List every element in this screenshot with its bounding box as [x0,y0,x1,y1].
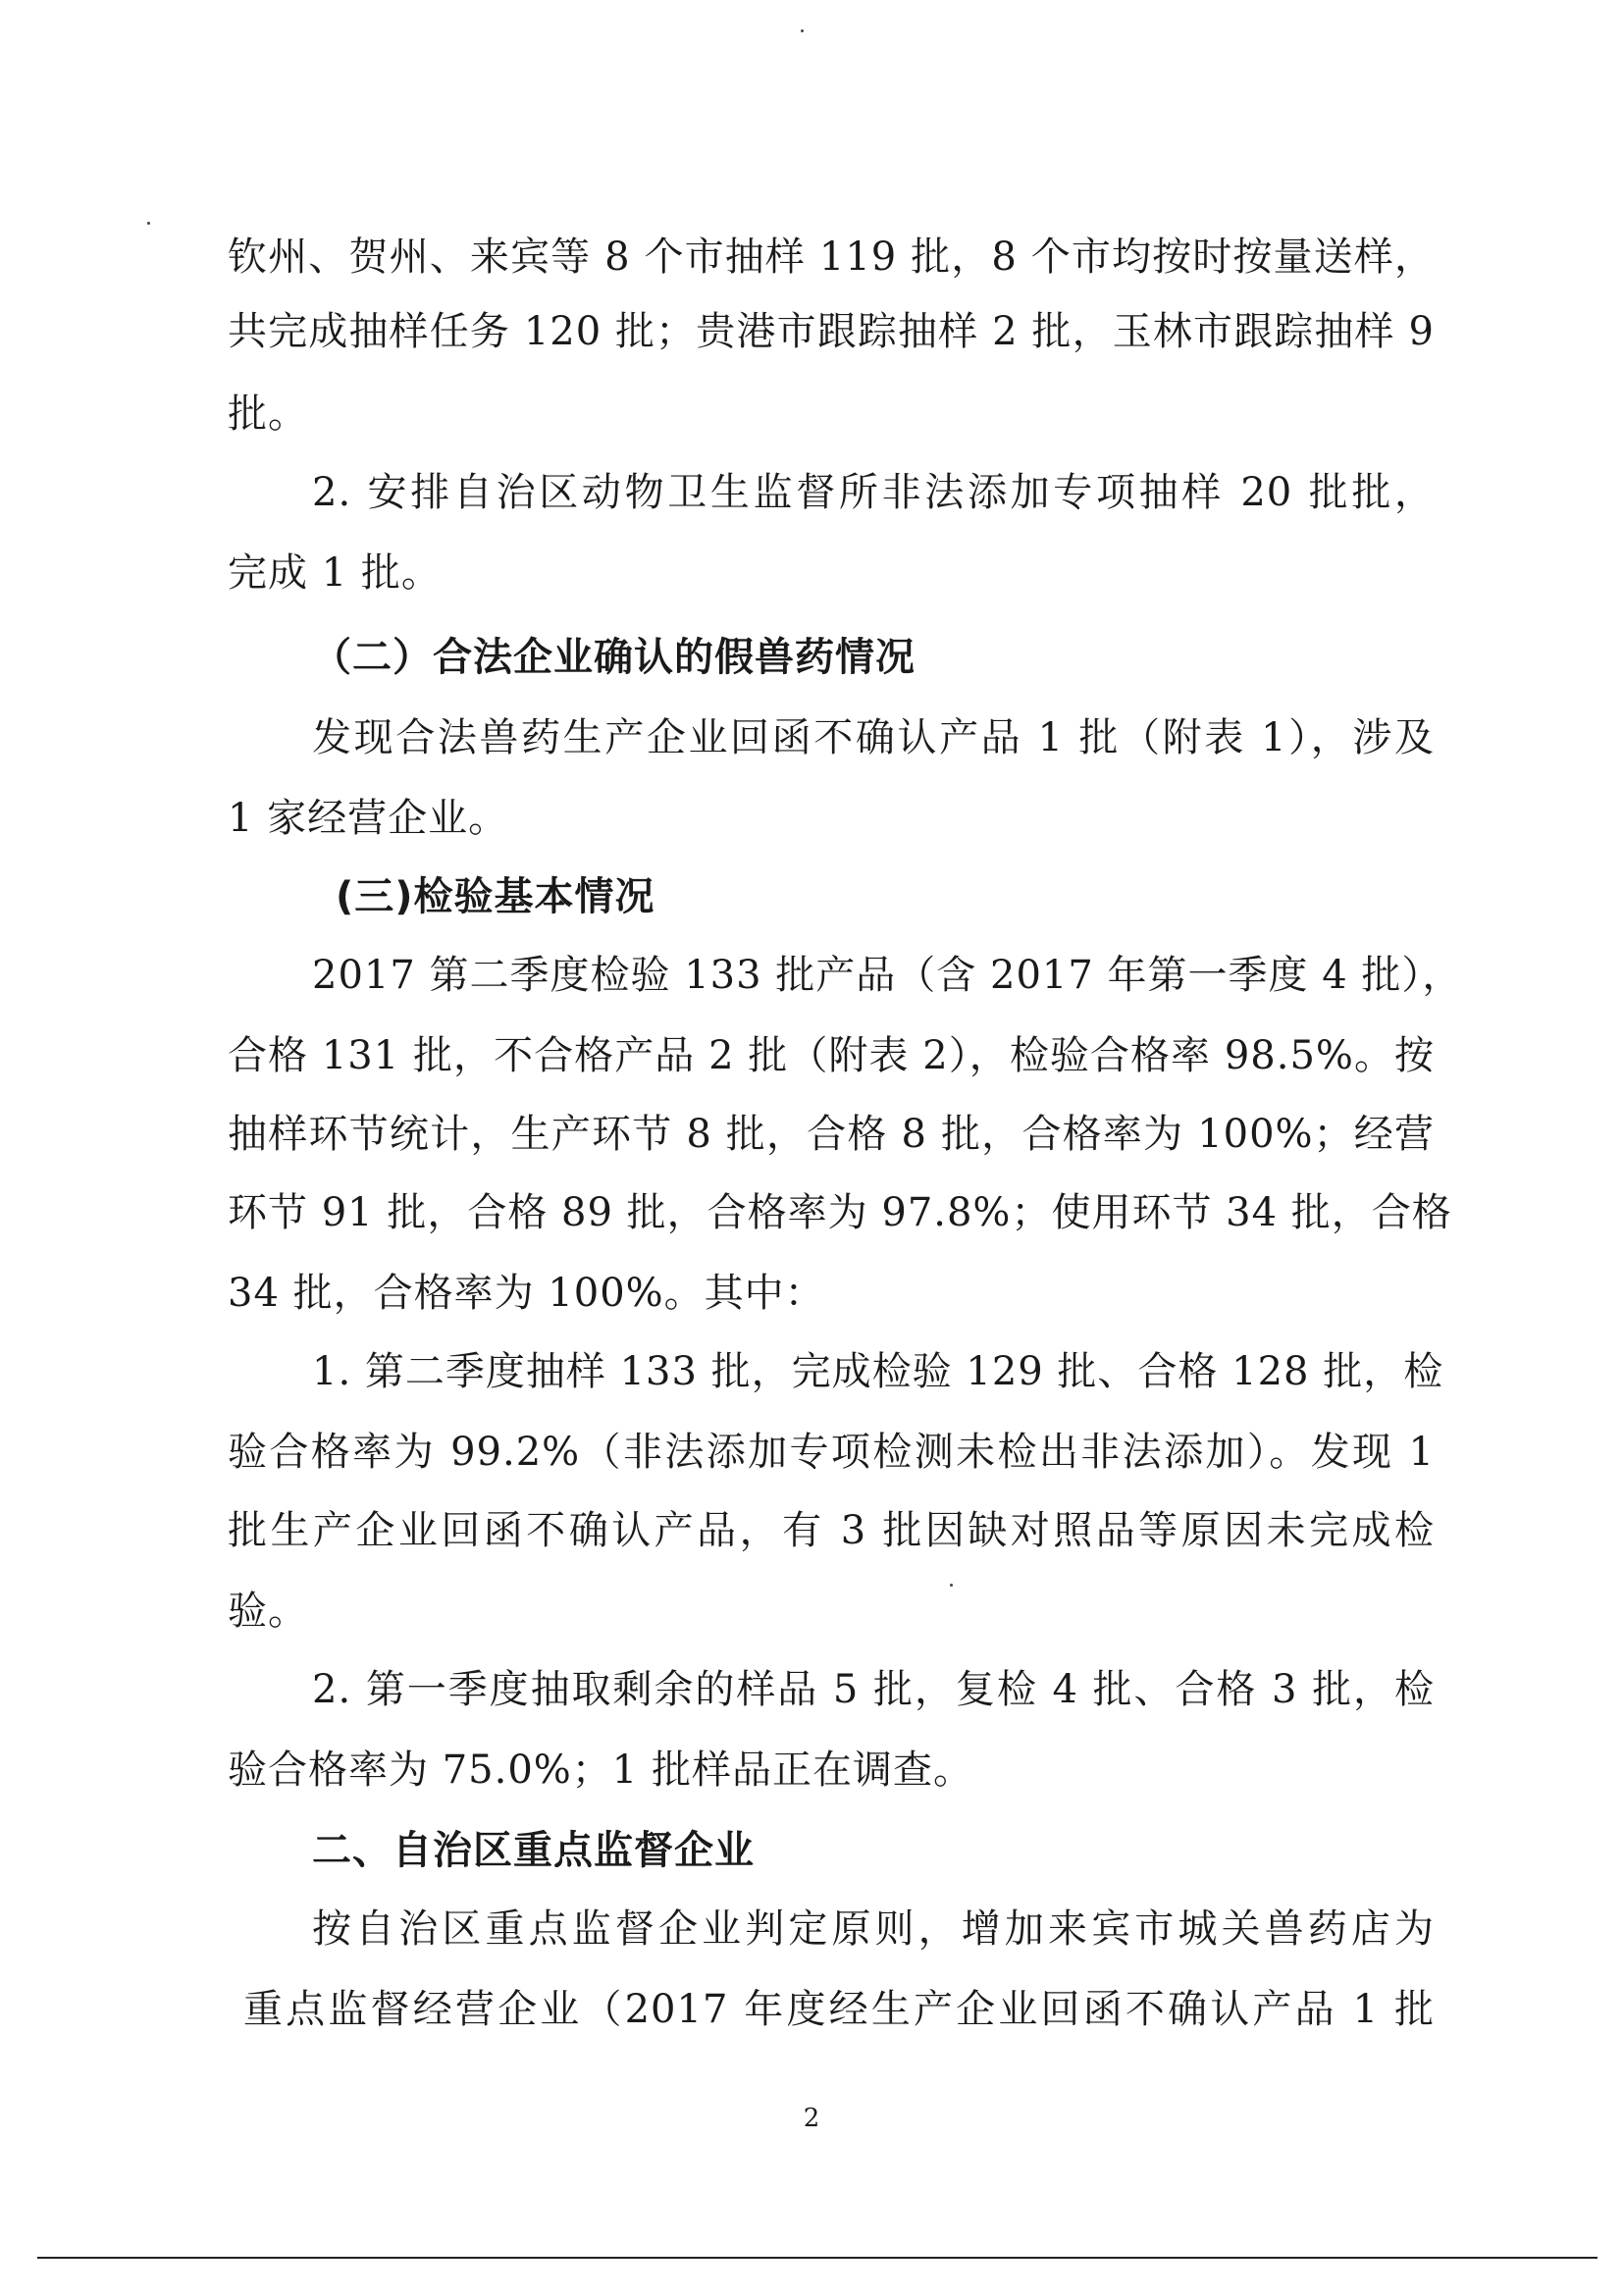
paragraph-line: 2017 第二季度检验 133 批产品（含 2017 年第一季度 4 批）， [312,953,1463,998]
paragraph-line: 合格 131 批，不合格产品 2 批（附表 2），检验合格率 98.5%。按 [228,1033,1435,1078]
paragraph-line: 发现合法兽药生产企业回函不确认产品 1 批（附表 1），涉及 [312,715,1435,760]
paragraph-line: 钦州、贺州、来宾等 8 个市抽样 119 批，8 个市均按时按量送样， [228,235,1435,280]
paragraph-line: 验合格率为 75.0%；1 批样品正在调查。 [228,1748,973,1793]
paragraph-line: 批。 [228,391,308,437]
paragraph-line: 1 家经营企业。 [228,796,509,841]
scan-speck [147,222,150,225]
paragraph-line: 按自治区重点监督企业判定原则，增加来宾市城关兽药店为 [312,1906,1435,1952]
paragraph-line: 共完成抽样任务 120 批；贵港市跟踪抽样 2 批，玉林市跟踪抽样 9 [228,309,1435,354]
paragraph-line: 完成 1 批。 [228,550,442,596]
scan-edge-line [37,2257,1597,2259]
paragraph-line: 重点监督经营企业（2017 年度经生产企业回函不确认产品 1 批 [243,1987,1435,2032]
paragraph-line: 验。 [228,1589,308,1634]
paragraph-line: 1. 第二季度抽样 133 批，完成检验 129 批、合格 128 批，检 [312,1349,1444,1394]
paragraph-line: 验合格率为 99.2%（非法添加专项检测未检出非法添加）。发现 1 [228,1430,1435,1475]
paragraph-line: 2. 第一季度抽取剩余的样品 5 批，复检 4 批、合格 3 批，检 [312,1667,1435,1712]
scan-speck [950,1584,953,1587]
page-number: 2 [803,2104,820,2133]
scan-speck [801,29,804,32]
section-heading: （二）合法企业确认的假兽药情况 [312,635,916,680]
section-heading: (三)检验基本情况 [336,874,655,919]
section-heading: 二、自治区重点监督企业 [312,1828,755,1873]
paragraph-line: 抽样环节统计，生产环节 8 批，合格 8 批，合格率为 100%；经营 [228,1112,1435,1157]
paragraph-line: 环节 91 批，合格 89 批，合格率为 97.8%；使用环节 34 批，合格 [228,1190,1452,1235]
paragraph-line: 2. 安排自治区动物卫生监督所非法添加专项抽样 20 批批， [312,470,1435,515]
paragraph-line: 34 批，合格率为 100%。其中： [228,1271,825,1316]
paragraph-line: 批生产企业回函不确认产品，有 3 批因缺对照品等原因未完成检 [228,1508,1435,1553]
